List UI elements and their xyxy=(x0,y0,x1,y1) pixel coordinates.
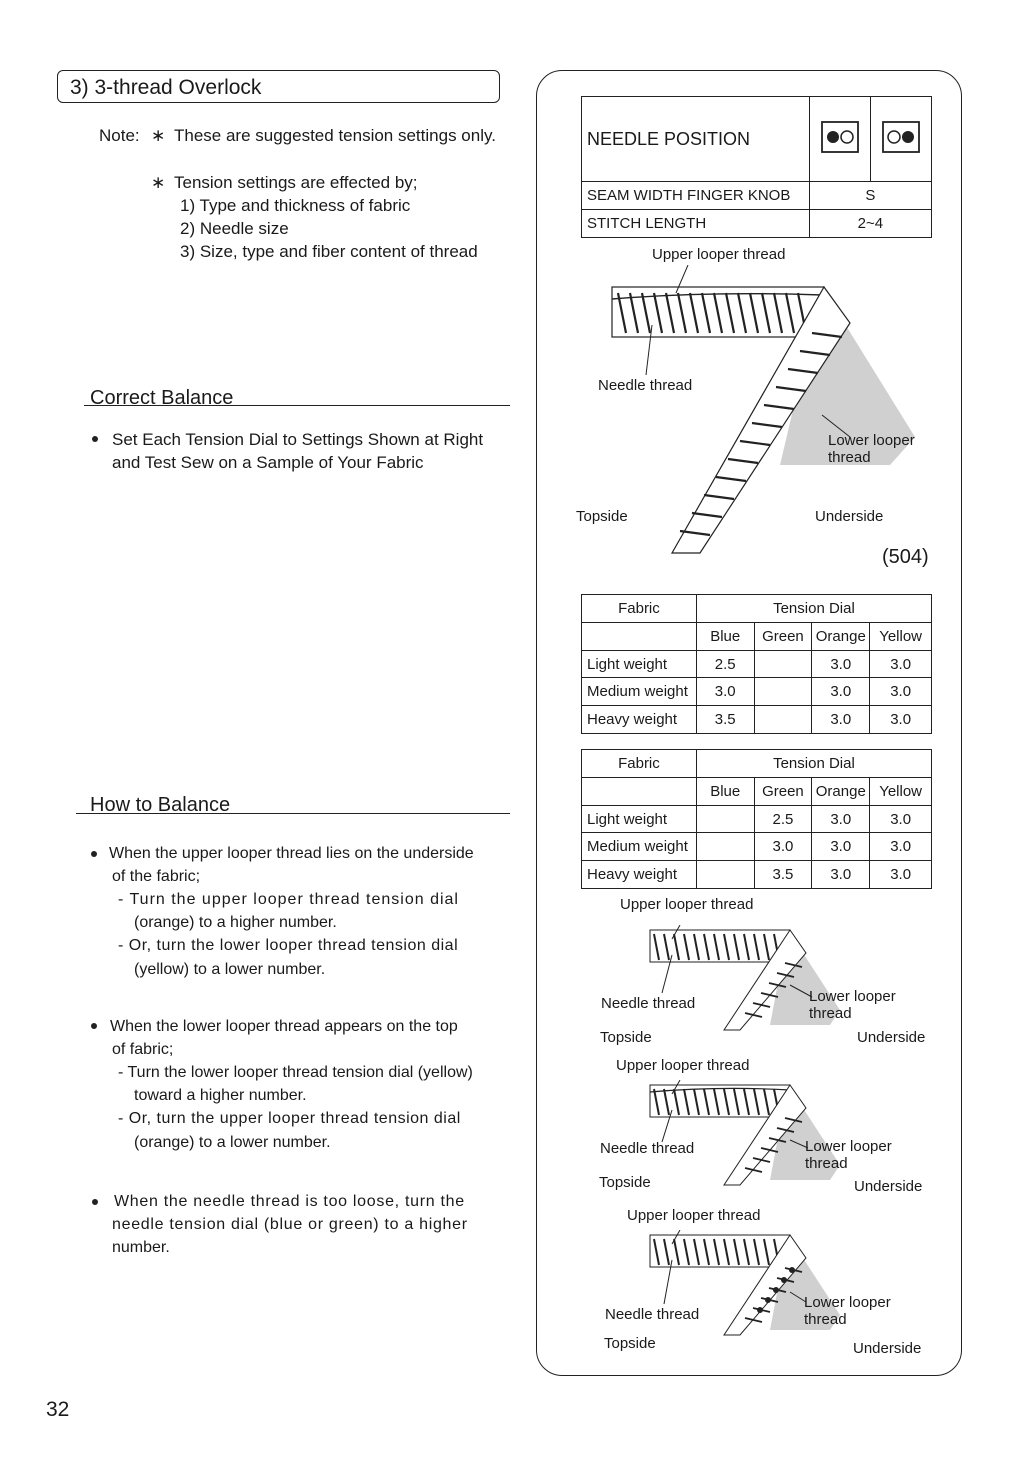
upper-looper-label: Upper looper thread xyxy=(627,1207,761,1224)
row-label: Light weight xyxy=(582,806,697,833)
lower-looper-label: Lower looper xyxy=(809,988,896,1005)
balance-text: When the lower looper thread appears on the top xyxy=(110,1018,458,1035)
topside-label: Topside xyxy=(604,1335,656,1352)
table-row xyxy=(582,651,932,678)
balance-text: (orange) to a lower number. xyxy=(134,1134,331,1151)
row-label: Light weight xyxy=(582,651,697,678)
bullet-icon xyxy=(91,1023,97,1029)
page-number: 32 xyxy=(46,1398,70,1421)
needle-thread-label: Needle thread xyxy=(598,377,693,394)
correct-balance-heading: Correct Balance xyxy=(90,387,234,409)
lower-looper-label: thread xyxy=(828,449,871,466)
stitch-length-value: 2~4 xyxy=(809,210,931,238)
balance-text: When the upper looper thread lies on the underside xyxy=(109,845,474,862)
balance-text: - Turn the lower looper thread tension dial (yellow) xyxy=(118,1064,473,1081)
cell: 3.0 xyxy=(870,651,932,678)
underside-label: Underside xyxy=(854,1178,923,1195)
lower-looper-label: Lower looper xyxy=(804,1294,891,1311)
balance-text: (yellow) to a lower number. xyxy=(134,961,326,978)
note-label: Note: xyxy=(99,126,140,145)
cell: 3.0 xyxy=(870,706,932,734)
col-header: Yellow xyxy=(870,778,932,806)
table-header-fabric: Fabric xyxy=(582,595,697,623)
cell xyxy=(754,651,812,678)
asterisk-icon: ∗ xyxy=(151,126,166,145)
upper-looper-label: Upper looper thread xyxy=(616,1057,750,1074)
balance-text: - Or, turn the lower looper thread tension dial xyxy=(118,937,459,954)
row-label: Heavy weight xyxy=(582,861,697,889)
table-row xyxy=(582,833,932,861)
cell: 3.0 xyxy=(870,861,932,889)
needle-thread-label: Needle thread xyxy=(600,1140,695,1157)
table-row xyxy=(582,861,932,889)
note-line-2: Tension settings are effected by; xyxy=(174,173,418,192)
upper-looper-label: Upper looper thread xyxy=(652,246,786,263)
cell: 2.5 xyxy=(754,806,812,833)
asterisk-icon: ∗ xyxy=(151,173,166,192)
cell xyxy=(696,806,754,833)
balance-text: number. xyxy=(112,1239,170,1256)
table-row xyxy=(582,678,932,706)
settings-table xyxy=(581,96,932,238)
note-item: 2) Needle size xyxy=(180,219,289,238)
section-title: 3) 3-thread Overlock xyxy=(70,76,262,99)
cell: 3.0 xyxy=(754,833,812,861)
needle-right-icon xyxy=(871,97,932,182)
cell xyxy=(754,678,812,706)
col-header: Orange xyxy=(812,623,870,651)
correct-balance-text-2: and Test Sew on a Sample of Your Fabric xyxy=(112,453,424,472)
balance-text: - Turn the upper looper thread tension dial xyxy=(118,891,459,908)
underside-label: Underside xyxy=(815,508,884,525)
cell: 2.5 xyxy=(696,651,754,678)
balance-text: (orange) to a higher number. xyxy=(134,914,337,931)
col-header: Green xyxy=(754,623,812,651)
lower-looper-label: thread xyxy=(809,1005,852,1022)
cell: 3.0 xyxy=(870,678,932,706)
stitch-diagram-lower-too-loose xyxy=(640,1080,860,1190)
cell xyxy=(696,861,754,889)
table-header-tension: Tension Dial xyxy=(696,595,931,623)
divider xyxy=(76,813,510,814)
needle-left-icon xyxy=(809,97,871,182)
row-label: Medium weight xyxy=(582,833,697,861)
table-header-fabric: Fabric xyxy=(582,750,697,778)
lower-looper-label: Lower looper xyxy=(828,432,915,449)
cell xyxy=(754,706,812,734)
note-item: 1) Type and thickness of fabric xyxy=(180,196,411,215)
bullet-icon xyxy=(92,1199,98,1205)
top-stitch-band xyxy=(612,287,824,337)
lower-looper-label: thread xyxy=(805,1155,848,1172)
bullet-icon xyxy=(92,436,98,442)
section-title-box xyxy=(57,70,500,103)
needle-position-label: NEEDLE POSITION xyxy=(582,97,810,182)
how-to-balance-heading: How to Balance xyxy=(90,794,231,816)
cell: 3.5 xyxy=(696,706,754,734)
upper-looper-label: Upper looper thread xyxy=(620,896,754,913)
cell: 3.0 xyxy=(870,833,932,861)
bullet-icon xyxy=(91,851,97,857)
divider xyxy=(84,405,510,406)
balance-text: toward a higher number. xyxy=(134,1087,307,1104)
topside-label: Topside xyxy=(599,1174,651,1191)
note-item: 3) Size, type and fiber content of thread xyxy=(180,242,478,261)
cell: 3.0 xyxy=(812,861,870,889)
cell: 3.0 xyxy=(812,806,870,833)
cell: 3.0 xyxy=(812,678,870,706)
stitch-length-label: STITCH LENGTH xyxy=(582,210,810,238)
table-header-tension: Tension Dial xyxy=(696,750,931,778)
row-label: Medium weight xyxy=(582,678,697,706)
balance-text: of fabric; xyxy=(112,1041,174,1058)
tension-table-2 xyxy=(581,749,932,889)
cell: 3.5 xyxy=(754,861,812,889)
cell: 3.0 xyxy=(696,678,754,706)
cell: 3.0 xyxy=(812,833,870,861)
topside-label: Topside xyxy=(576,508,628,525)
stitch-code: (504) xyxy=(882,546,929,568)
col-header: Blue xyxy=(696,778,754,806)
correct-balance-text-1: Set Each Tension Dial to Settings Shown at Right xyxy=(112,430,484,449)
balance-text: needle tension dial (blue or green) to a higher xyxy=(112,1216,468,1233)
topside-label: Topside xyxy=(600,1029,652,1046)
lower-looper-label: Lower looper xyxy=(805,1138,892,1155)
col-header: Green xyxy=(754,778,812,806)
seam-width-value: S xyxy=(809,182,931,210)
balance-text: When the needle thread is too loose, turn the xyxy=(114,1193,465,1210)
seam-width-label: SEAM WIDTH FINGER KNOB xyxy=(582,182,810,210)
needle-thread-label: Needle thread xyxy=(605,1306,700,1323)
tension-table-1 xyxy=(581,594,932,734)
balance-text: - Or, turn the upper looper thread tension dial xyxy=(118,1110,461,1127)
lower-looper-label: thread xyxy=(804,1311,847,1328)
balance-text: of the fabric; xyxy=(112,868,201,885)
col-header: Blue xyxy=(696,623,754,651)
col-header: Orange xyxy=(812,778,870,806)
cell: 3.0 xyxy=(812,651,870,678)
underside-label: Underside xyxy=(853,1340,922,1357)
table-row xyxy=(582,706,932,734)
cell: 3.0 xyxy=(870,806,932,833)
row-label: Heavy weight xyxy=(582,706,697,734)
cell: 3.0 xyxy=(812,706,870,734)
underside-label: Underside xyxy=(857,1029,926,1046)
col-header: Yellow xyxy=(870,623,932,651)
table-row xyxy=(582,806,932,833)
note-line-1: These are suggested tension settings only. xyxy=(174,126,496,145)
cell xyxy=(696,833,754,861)
needle-thread-label: Needle thread xyxy=(601,995,696,1012)
